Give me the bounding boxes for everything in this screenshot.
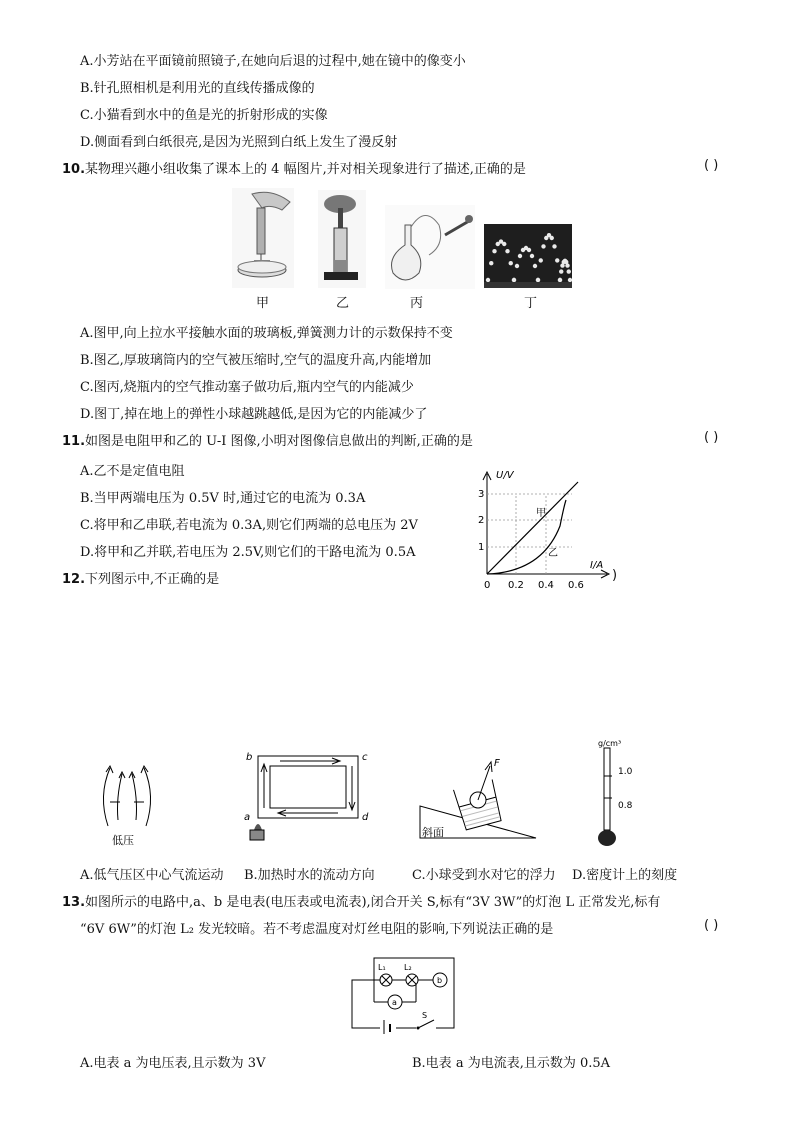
graph-series-jia: 甲 (536, 508, 546, 519)
q12-option-b: B.加热时水的流动方向 (244, 868, 375, 883)
q12-figure-a (92, 756, 162, 848)
fig-b-letter-a: a (244, 812, 251, 823)
q9-option-d: D.侧面看到白纸很亮,是因为光照到白纸上发生了漫反射 (80, 135, 398, 150)
graph-ytick-3: 3 (478, 489, 485, 500)
q12-text: 下列图示中,不正确的是 (85, 572, 220, 587)
ding-ball-dot (489, 261, 493, 265)
ding-ball-dot (565, 263, 569, 267)
ding-ball-dot (505, 249, 509, 253)
ding-ball-dot (568, 278, 572, 282)
circuit-switch-label: S (422, 1011, 428, 1020)
q11-option-c: C.将甲和乙串联,若电流为 0.3A,则它们两端的总电压为 2V (80, 518, 418, 533)
fig-d-unit: g/cm³ (598, 739, 622, 748)
q12-figure-d (588, 738, 648, 850)
q11-stem (62, 430, 473, 449)
q13-option-b: B.电表 a 为电流表,且示数为 0.5A (412, 1056, 611, 1071)
fig-d-tick-1: 1.0 (618, 767, 633, 777)
q10-answer-paren: ( ) (704, 158, 719, 173)
graph-ylabel: U/V (496, 470, 514, 481)
q11-ui-graph (462, 466, 622, 592)
graph-ytick-2: 2 (478, 515, 485, 526)
ding-ball-dot (541, 244, 545, 248)
ding-ball-dot (515, 264, 519, 268)
q10-figure-bing (385, 205, 475, 289)
q10-text: 某物理兴趣小组收集了课本上的 4 幅图片,并对相关现象进行了描述,正确的是 (85, 162, 526, 177)
circuit-l2-label: L₂ (404, 963, 412, 972)
q12-figure-b (240, 750, 370, 844)
q10-option-b: B.图乙,厚玻璃筒内的空气被压缩时,空气的温度升高,内能增加 (80, 353, 432, 368)
fig-a-label: 低压 (112, 834, 134, 847)
graph-xlabel: I/A (590, 560, 604, 571)
ding-ball-dot (512, 278, 516, 282)
q13-answer-paren: ( ) (704, 918, 719, 933)
q9-option-b: B.针孔照相机是利用光的直线传播成像的 (80, 81, 315, 96)
ding-ball-dot (509, 261, 513, 265)
ding-ball-dot (518, 254, 522, 258)
q10-stem (62, 158, 526, 177)
q10-option-a: A.图甲,向上拉水平接触水面的玻璃板,弹簧测力计的示数保持不变 (80, 326, 453, 341)
ding-ball-dot (527, 248, 531, 252)
graph-series-yi: 乙 (548, 548, 558, 559)
q10-option-d: D.图丁,掉在地上的弹性小球越跳越低,是因为它的内能减少了 (80, 407, 428, 422)
q10-fig-label-jia: 甲 (256, 296, 270, 311)
q9-option-c: C.小猫看到水中的鱼是光的折射形成的实像 (80, 108, 328, 123)
q12-option-a: A.低气压区中心气流运动 (80, 868, 224, 883)
q13-stem-line2: “6V 6W”的灯泡 L₂ 发光较暗。若不考虑温度对灯丝电阻的影响,下列说法正确的是 (80, 922, 554, 937)
ding-ball-dot (552, 244, 556, 248)
q11-answer-paren: ( ) (704, 430, 719, 445)
ding-ball-dot (555, 258, 559, 262)
fig-b-letter-b: b (246, 752, 253, 763)
q10-number: 10. (62, 162, 86, 177)
ding-ball-dot (536, 278, 540, 282)
graph-xtick-02: 0.2 (508, 580, 524, 591)
ding-ball-dot (533, 264, 537, 268)
q11-number: 11. (62, 434, 86, 449)
ding-ball-dot (550, 236, 554, 240)
circuit-l1-label: L₁ (378, 963, 386, 972)
fig-c-force-label: F (494, 758, 500, 769)
fig-d-tick-2: 0.8 (618, 801, 633, 811)
ding-ball-dot (492, 249, 496, 253)
q10-fig-label-ding: 丁 (524, 296, 538, 311)
ding-ball-dot (559, 269, 563, 273)
ding-ball-dot (502, 242, 506, 246)
q13-stem-line1 (62, 891, 660, 910)
circuit-meter-a: a (392, 998, 397, 1007)
q12-figure-c (418, 744, 538, 844)
ding-ball-dot (558, 278, 562, 282)
q13-circuit (344, 950, 462, 1034)
q10-option-c: C.图丙,烧瓶内的空气推动塞子做功后,瓶内空气的内能减少 (80, 380, 414, 395)
graph-xtick-0: 0 (484, 580, 491, 591)
circuit-meter-b: b (437, 976, 443, 985)
graph-xtick-04: 0.4 (538, 580, 554, 591)
ding-ball-dot (530, 254, 534, 258)
q10-fig-label-yi: 乙 (336, 296, 350, 311)
q10-figure-ding (484, 224, 572, 288)
ding-ball-dot (539, 258, 543, 262)
q12-answer-paren: ) (612, 568, 618, 583)
q9-option-a: A.小芳站在平面镜前照镜子,在她向后退的过程中,她在镜中的像变小 (80, 54, 466, 69)
q11-option-a: A.乙不是定值电阻 (80, 464, 185, 479)
fig-b-letter-c: c (362, 752, 368, 763)
ding-ball-dot (567, 269, 571, 273)
fig-b-letter-d: d (362, 812, 369, 823)
q12-number: 12. (62, 572, 86, 587)
q12-option-d: D.密度计上的刻度 (572, 868, 678, 883)
graph-xtick-06: 0.6 (568, 580, 584, 591)
q12-stem (62, 568, 219, 587)
fig-c-label: 斜面 (422, 826, 444, 839)
ding-ball-dot (486, 278, 490, 282)
q10-figure-yi (318, 190, 366, 288)
q12-option-c: C.小球受到水对它的浮力 (412, 868, 556, 883)
q13-text-1: 如图所示的电路中,a、b 是电表(电压表或电流表),闭合开关 S,标有“3V 3W”的灯泡 L 正常发光,标有 (85, 895, 661, 910)
q10-figure-jia (232, 188, 294, 288)
q11-option-d: D.将甲和乙并联,若电压为 2.5V,则它们的干路电流为 0.5A (80, 545, 416, 560)
q13-number: 13. (62, 895, 86, 910)
q11-option-b: B.当甲两端电压为 0.5V 时,通过它的电流为 0.3A (80, 491, 366, 506)
q13-option-a: A.电表 a 为电压表,且示数为 3V (80, 1056, 266, 1071)
q11-text: 如图是电阻甲和乙的 U-I 图像,小明对图像信息做出的判断,正确的是 (85, 434, 473, 449)
q10-fig-label-bing: 丙 (410, 296, 424, 311)
graph-ytick-1: 1 (478, 542, 485, 553)
